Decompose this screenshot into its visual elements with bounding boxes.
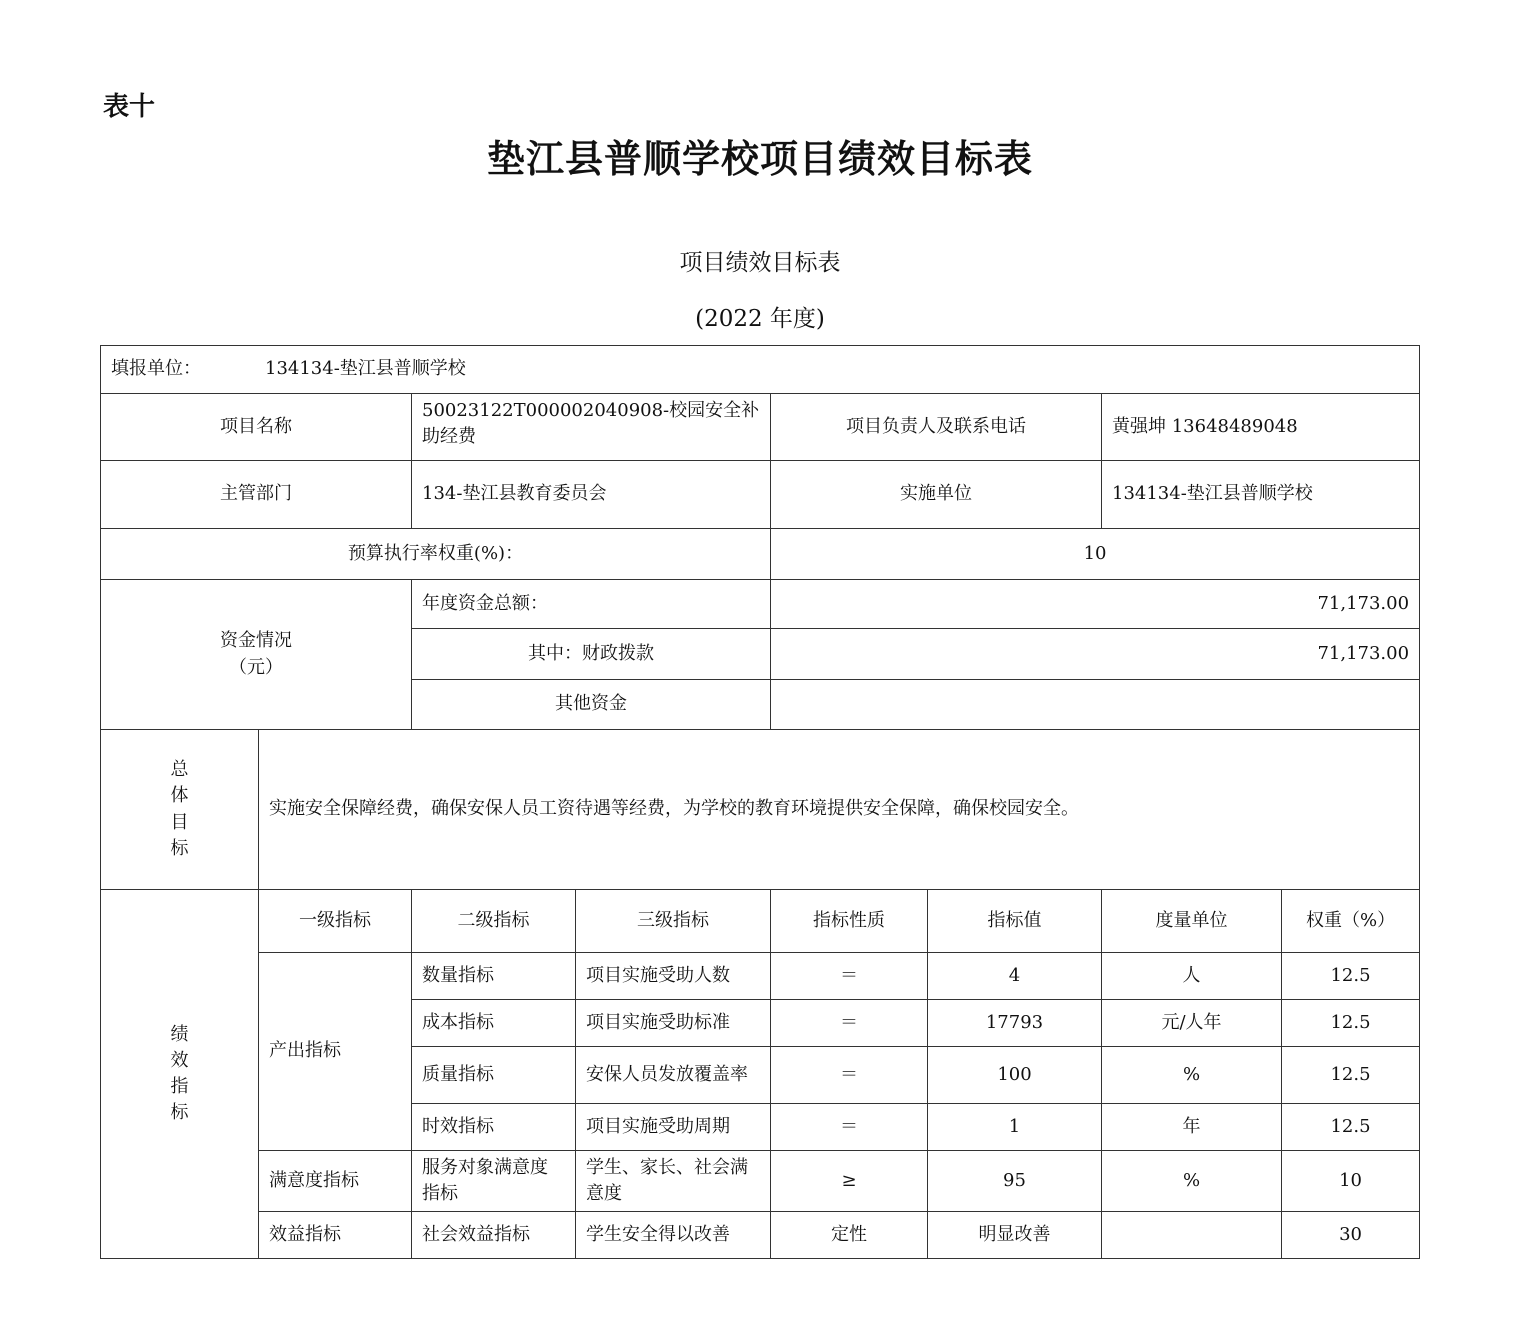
nature-cell: ＝	[771, 953, 928, 1000]
indicator-label-char: 效	[170, 1050, 189, 1071]
table-number: 表十	[103, 92, 156, 122]
level3-cell: 学生、家长、社会满意度	[576, 1151, 771, 1212]
supervising-dept-value: 134-垫江县教育委员会	[412, 461, 771, 529]
budget-weight-value: 10	[771, 529, 1420, 580]
value-cell: 明显改善	[928, 1212, 1102, 1259]
output-indicator-label: 产出指标	[259, 953, 412, 1151]
project-contact-value: 黄强坤 13648489048	[1102, 394, 1420, 461]
level2-cell: 社会效益指标	[412, 1212, 576, 1259]
nature-cell: ≥	[771, 1151, 928, 1212]
level2-cell: 时效指标	[412, 1104, 576, 1151]
table-row	[101, 953, 1420, 1000]
performance-indicator-label	[101, 890, 259, 1259]
weight-cell: 30	[1282, 1212, 1420, 1259]
project-name-value: 50023122T000002040908-校园安全补助经费	[412, 394, 771, 461]
funds-total-label: 年度资金总额：	[412, 580, 771, 629]
unit-cell: 年	[1102, 1104, 1282, 1151]
funds-fiscal-value: 71,173.00	[771, 629, 1420, 680]
funds-other-label: 其他资金	[412, 680, 771, 730]
unit-cell: %	[1102, 1151, 1282, 1212]
header-nature: 指标性质	[771, 890, 928, 953]
level3-cell: 学生安全得以改善	[576, 1212, 771, 1259]
weight-cell: 12.5	[1282, 1047, 1420, 1104]
unit-cell: %	[1102, 1047, 1282, 1104]
reporting-unit-value: 134134-垫江县普顺学校	[265, 358, 466, 380]
value-cell: 4	[928, 953, 1102, 1000]
reporting-unit-cell	[101, 346, 1420, 394]
header-level1: 一级指标	[259, 890, 412, 953]
weight-cell: 12.5	[1282, 1000, 1420, 1047]
implementing-unit-label: 实施单位	[771, 461, 1102, 529]
implementing-unit-value: 134134-垫江县普顺学校	[1102, 461, 1420, 529]
benefit-row	[101, 1212, 1420, 1259]
weight-cell: 12.5	[1282, 1104, 1420, 1151]
funds-unit: （元）	[229, 656, 283, 678]
value-cell: 100	[928, 1047, 1102, 1104]
project-name-label: 项目名称	[101, 394, 412, 461]
indicator-label-char: 绩	[170, 1023, 189, 1045]
overall-goal-text: 实施安全保障经费，确保安保人员工资待遇等经费，为学校的教育环境提供安全保障，确保校园安全。	[259, 730, 1420, 890]
performance-target-table	[100, 345, 1420, 1259]
reporting-unit-row	[101, 346, 1420, 394]
nature-cell: ＝	[771, 1104, 928, 1151]
level2-cell: 质量指标	[412, 1047, 576, 1104]
goal-label-char: 目	[170, 811, 189, 833]
form-year: (2022 年度)	[695, 306, 825, 332]
unit-cell	[1102, 1212, 1282, 1259]
weight-cell: 10	[1282, 1151, 1420, 1212]
value-cell: 95	[928, 1151, 1102, 1212]
goal-label-char: 体	[170, 785, 189, 807]
header-weight: 权重（%）	[1282, 890, 1420, 953]
form-subtitle: 项目绩效目标表	[679, 250, 841, 276]
level2-cell: 数量指标	[412, 953, 576, 1000]
level1-cell: 效益指标	[259, 1212, 412, 1259]
nature-cell: ＝	[771, 1047, 928, 1104]
unit-cell: 人	[1102, 953, 1282, 1000]
overall-goal-label	[101, 730, 259, 890]
budget-weight-label: 预算执行率权重(%)：	[101, 529, 771, 580]
page-title: 垫江县普顺学校项目绩效目标表	[486, 137, 1033, 181]
indicator-label-char: 标	[170, 1102, 189, 1124]
header-value: 指标值	[928, 890, 1102, 953]
value-cell: 1	[928, 1104, 1102, 1151]
funds-other-value	[771, 680, 1420, 730]
indicator-header-row	[101, 890, 1420, 953]
level3-cell: 项目实施受助人数	[576, 953, 771, 1000]
goal-label-char: 标	[170, 837, 189, 859]
funds-title: 资金情况	[220, 630, 292, 652]
overall-goal-row	[101, 730, 1420, 890]
reporting-unit-label: 填报单位：	[111, 358, 201, 380]
funds-total-row	[101, 580, 1420, 629]
value-cell: 17793	[928, 1000, 1102, 1047]
supervising-dept-label: 主管部门	[101, 461, 412, 529]
level3-cell: 项目实施受助周期	[576, 1104, 771, 1151]
level2-cell: 成本指标	[412, 1000, 576, 1047]
weight-cell: 12.5	[1282, 953, 1420, 1000]
project-row	[101, 394, 1420, 461]
funds-fiscal-label: 其中：财政拨款	[412, 629, 771, 680]
nature-cell: ＝	[771, 1000, 928, 1047]
funds-label	[101, 580, 412, 730]
project-contact-label: 项目负责人及联系电话	[771, 394, 1102, 461]
level3-cell: 安保人员发放覆盖率	[576, 1047, 771, 1104]
level2-cell: 服务对象满意度指标	[412, 1151, 576, 1212]
unit-cell: 元/人年	[1102, 1000, 1282, 1047]
level1-cell: 满意度指标	[259, 1151, 412, 1212]
budget-weight-row	[101, 529, 1420, 580]
level3-cell: 项目实施受助标准	[576, 1000, 771, 1047]
header-level3: 三级指标	[576, 890, 771, 953]
department-row	[101, 461, 1420, 529]
header-unit: 度量单位	[1102, 890, 1282, 953]
nature-cell: 定性	[771, 1212, 928, 1259]
funds-total-value: 71,173.00	[771, 580, 1420, 629]
satisfaction-row	[101, 1151, 1420, 1212]
header-level2: 二级指标	[412, 890, 576, 953]
goal-label-char: 总	[170, 759, 189, 781]
indicator-label-char: 指	[170, 1076, 189, 1098]
